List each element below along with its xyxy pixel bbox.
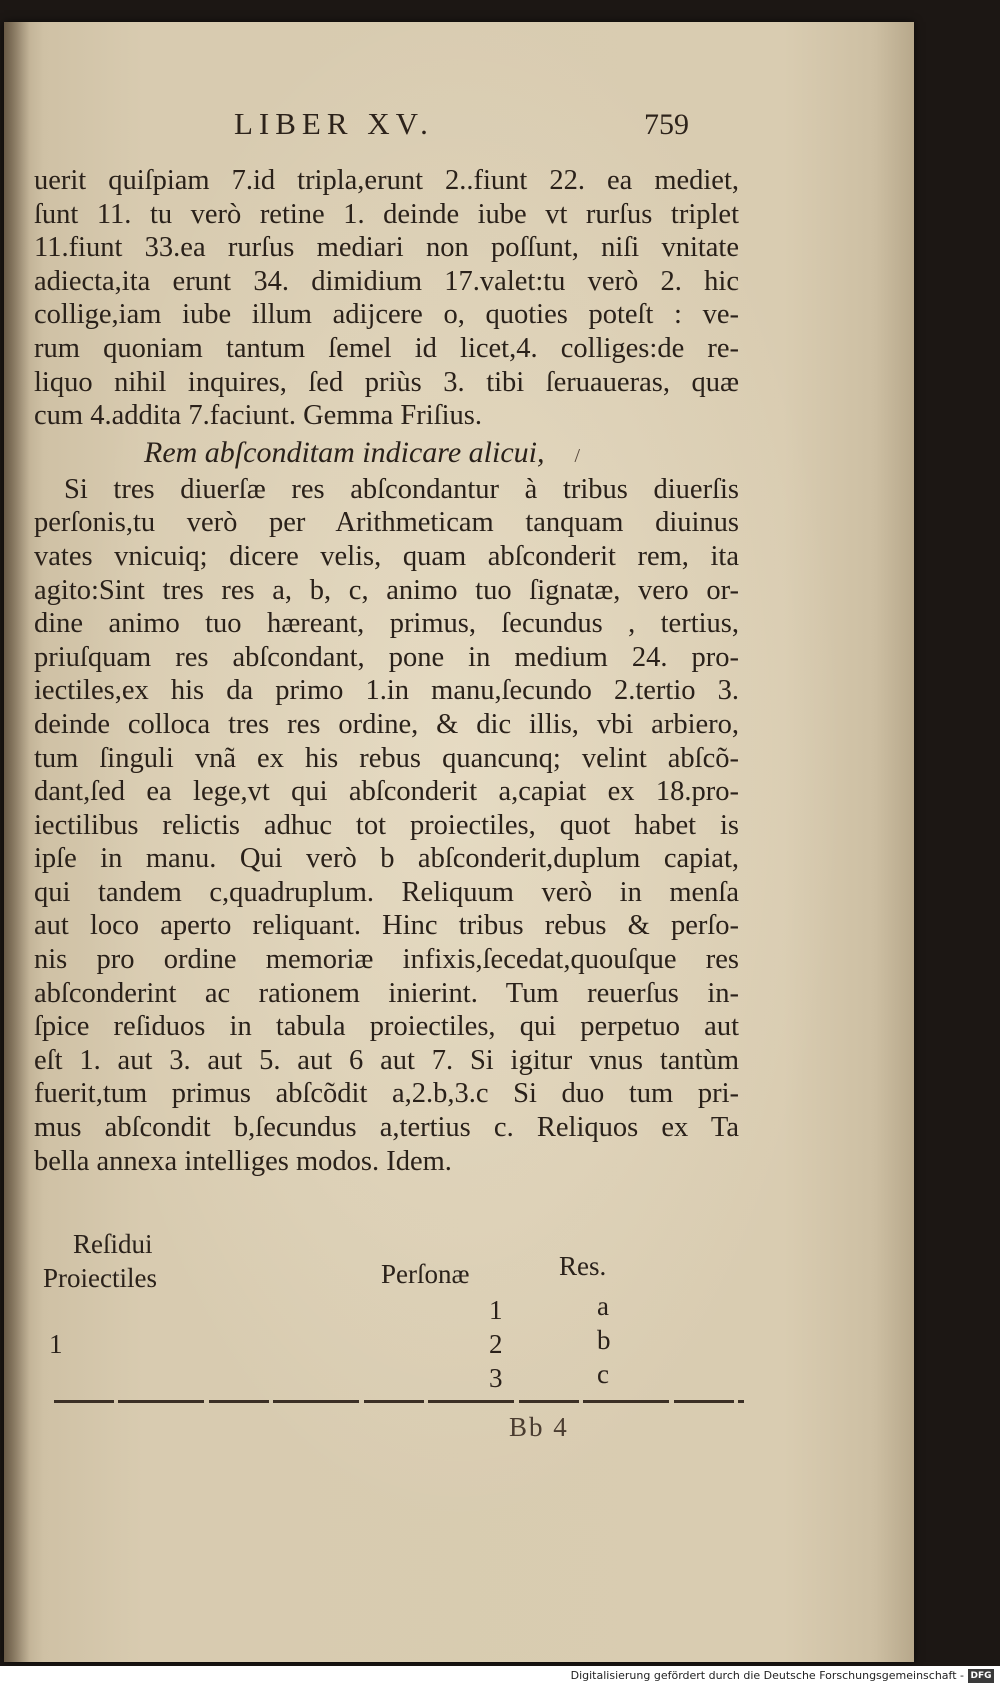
text-line: Si tres diuerſæ res abſcondantur à tribus diuerſis	[64, 473, 739, 505]
text-line: perſonis,tu verò per Arithmeticam tanquam diuinus	[34, 507, 739, 539]
text-line: qui tandem c,quadruplum. Reliquum verò in menſa	[34, 876, 739, 908]
book-page	[4, 22, 914, 1662]
digitization-footer	[0, 1666, 1000, 1687]
text-line: ſunt 11. tu verò retine 1. deinde iube vt rurſus triplet	[34, 198, 739, 230]
signature-mark: Bb 4	[509, 1412, 569, 1442]
table-header-personae: Perſonæ	[381, 1259, 470, 1289]
table-cell-res: a	[597, 1291, 609, 1321]
table-header-res: Res.	[559, 1251, 607, 1281]
table-cell-persona: 3	[489, 1363, 503, 1393]
page-header	[4, 106, 914, 156]
text-line: vates vnicuiq; dicere velis, quam abſconderit rem, ita	[34, 540, 739, 572]
text-line: dine animo tuo hæreant, primus, ſecundus , tertius,	[34, 608, 739, 640]
dfg-logo-icon: DFG	[968, 1669, 994, 1683]
footer-credit: Digitalisierung gefördert durch die Deutsche Forschungsgemeinschaft -	[570, 1669, 964, 1682]
text-line: liquo nihil inquires, ſed priùs 3. tibi ſeruaueras, quæ	[34, 366, 739, 398]
table-header-residui: Reſidui	[73, 1229, 153, 1259]
text-line: tum ſinguli vnã ex his rebus quancunq; velint abſcõ-	[34, 742, 739, 774]
text-line: bella annexa intelliges modos. Idem.	[34, 1145, 452, 1177]
table-cell-persona: 2	[489, 1329, 503, 1359]
text-line: aut loco aperto reliquant. Hinc tribus rebus & perſo-	[34, 910, 739, 942]
page-number: 759	[644, 108, 689, 141]
text-line: fuerit,tum primus abſcõdit a,2.b,3.c Si duo tum pri-	[34, 1078, 739, 1110]
text-line: cum 4.addita 7.faciunt. Gemma Friſius.	[34, 400, 482, 432]
text-line: iectiles,ex his da primo 1.in manu,ſecundo 2.tertio 3.	[34, 675, 739, 707]
running-head: LIBER XV.	[234, 106, 434, 141]
table-header-proiectiles: Proiectiles	[43, 1263, 157, 1293]
text-line: agito:Sint tres res a, b, c, animo tuo ſignatæ, vero or-	[34, 574, 739, 606]
bottom-rule	[54, 1400, 744, 1403]
table-cell-res: c	[597, 1359, 609, 1389]
text-line: ſpice reſiduos in tabula proiectiles, qui perpetuo aut	[34, 1011, 739, 1043]
text-line: mus abſcondit b,ſecundus a,tertius c. Reliquos ex Ta	[34, 1112, 739, 1144]
text-line: abſconderint ac rationem inierint. Tum reuerſus in-	[34, 977, 739, 1009]
text-line: adiecta,ita erunt 34. dimidium 17.valet:tu verò 2. hic	[34, 265, 739, 297]
text-line: 11.fiunt 33.ea rurſus mediari non poſſunt, niſi vnitate	[34, 232, 739, 264]
text-line: eſt 1. aut 3. aut 5. aut 6 aut 7. Si igitur vnus tantùm	[34, 1044, 739, 1076]
text-line: iectilibus relictis adhuc tot proiectiles, quot habet is	[34, 809, 739, 841]
text-line: priuſquam res abſcondant, pone in medium 24. pro-	[34, 641, 739, 673]
text-line: ipſe in manu. Qui verò b abſconderit,duplum capiat,	[34, 843, 739, 875]
text-line: dant,ſed ea lege,vt qui abſconderit a,capiat ex 18.pro-	[34, 776, 739, 808]
text-line: nis pro ordine memoriæ infixis,ſecedat,quouſque res	[34, 944, 739, 976]
text-line: deinde colloca tres res ordine, & dic illis, vbi arbiero,	[34, 708, 739, 740]
table-cell-residui: 1	[49, 1329, 63, 1359]
table-cell-res: b	[597, 1325, 611, 1355]
table-cell-persona: 1	[489, 1295, 503, 1325]
section-heading	[34, 433, 739, 473]
body-text	[34, 164, 739, 1178]
text-line: collige,iam iube illum adijcere o, quoties poteſt : ve-	[34, 299, 739, 331]
margin-mark: /	[574, 444, 581, 467]
section-heading-text: Rem abſconditam indicare alicui,	[144, 435, 545, 469]
text-line: rum quoniam tantum ſemel id licet,4. colliges:de re-	[34, 332, 739, 364]
text-line: uerit quiſpiam 7.id tripla,erunt 2..fiunt 22. ea mediet,	[34, 165, 739, 196]
